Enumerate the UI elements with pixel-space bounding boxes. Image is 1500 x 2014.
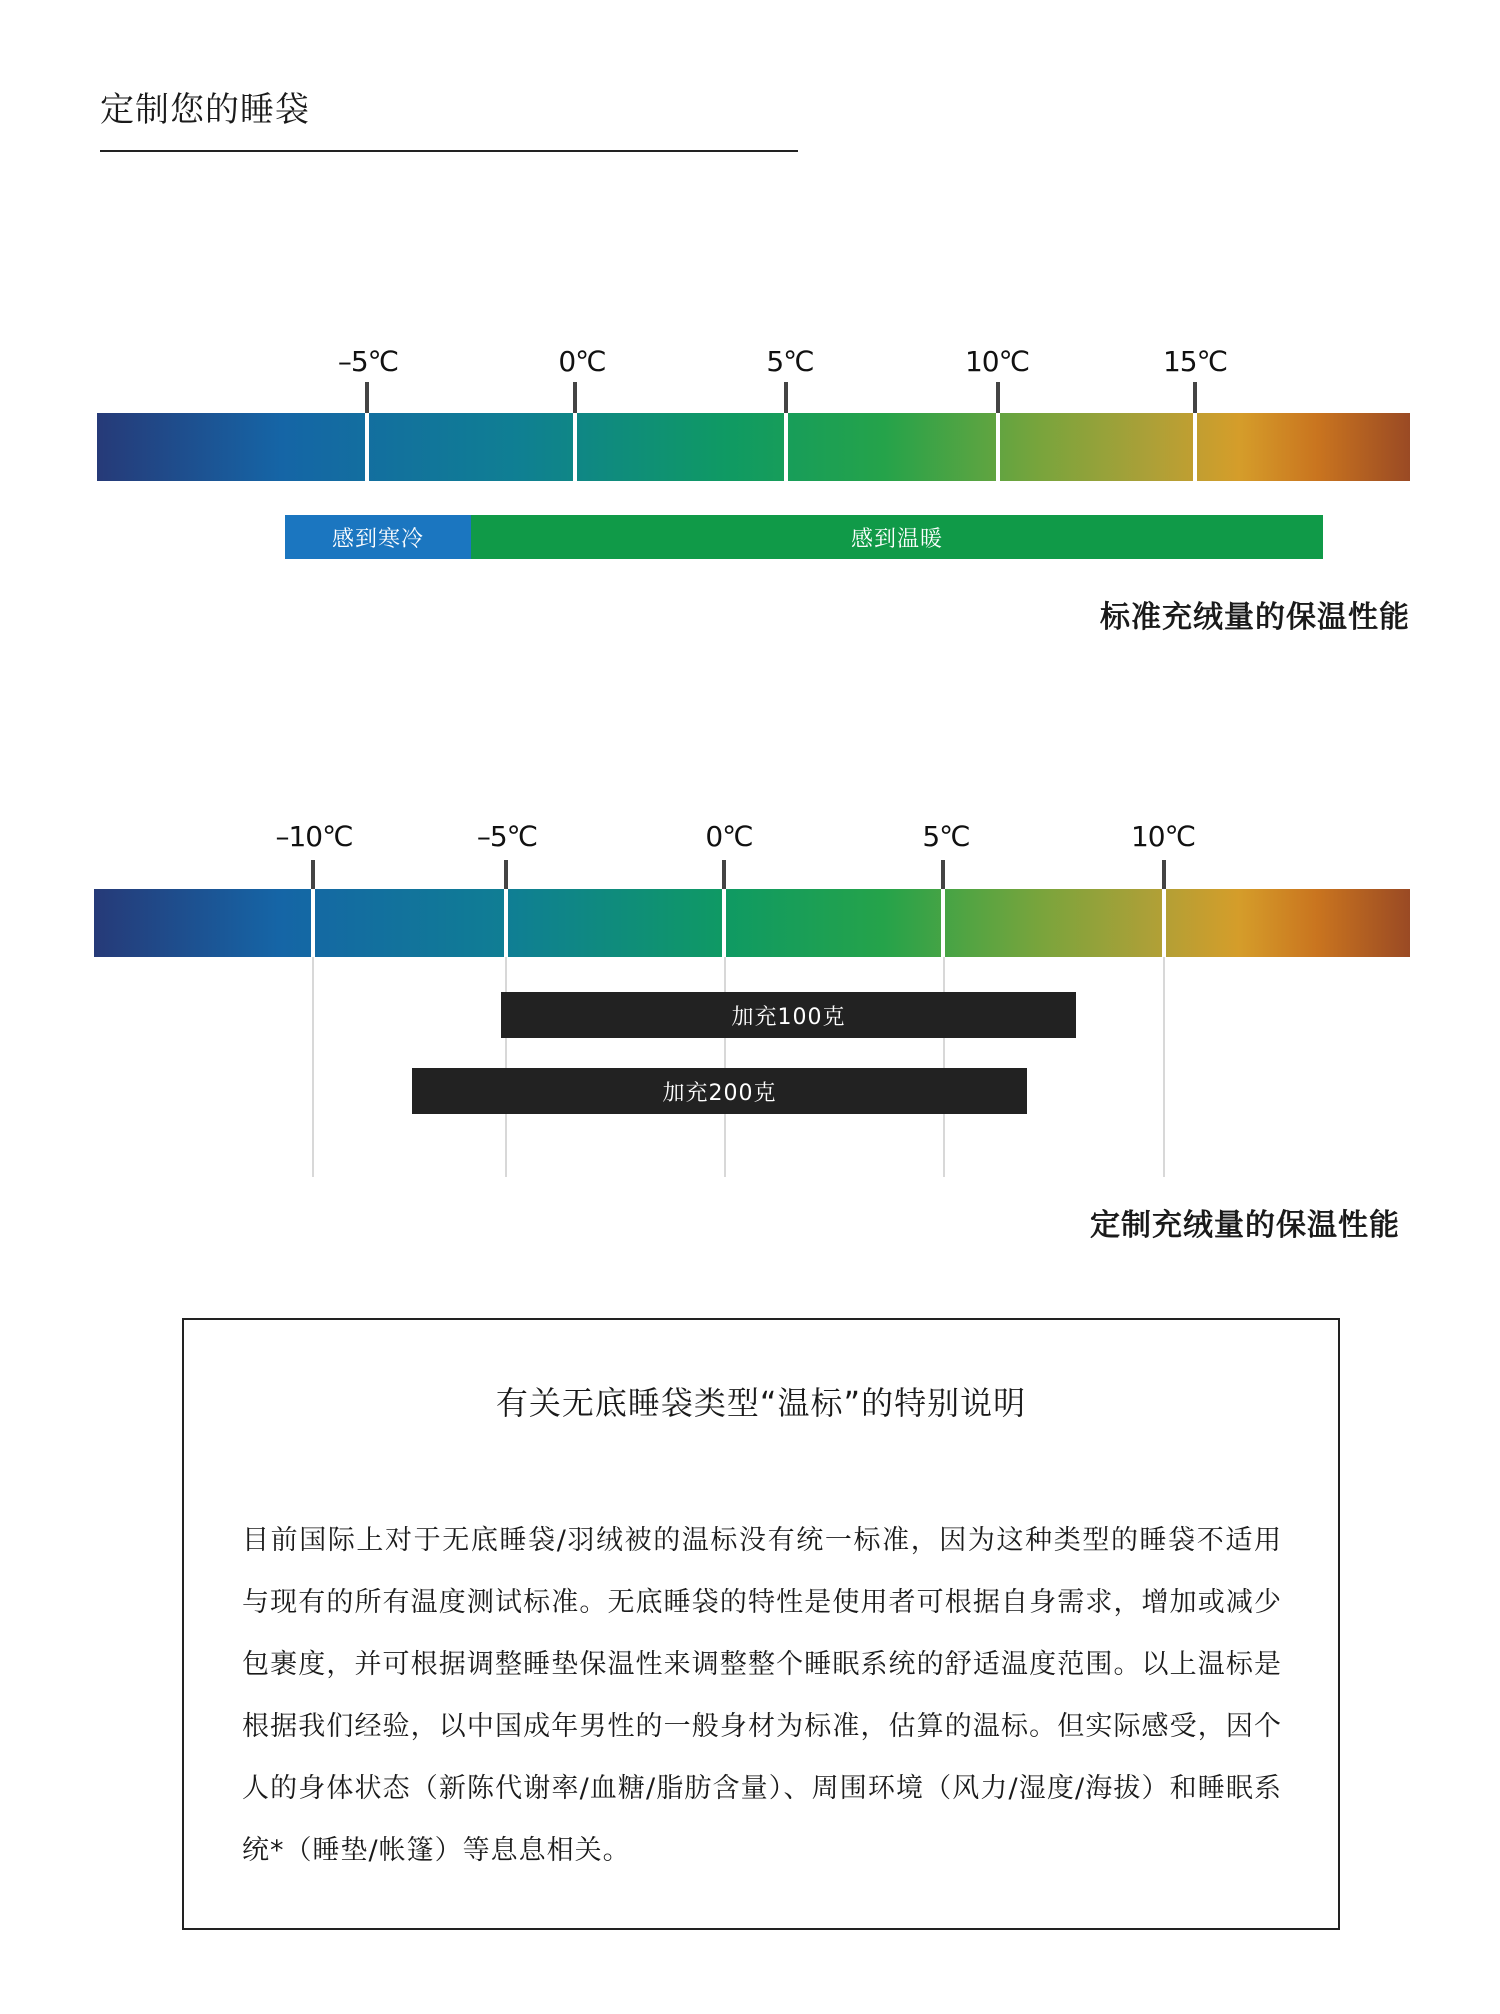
- tick-mark: [996, 382, 1000, 413]
- tick-mark: [573, 382, 577, 413]
- tick-label-10: 10℃: [964, 345, 1030, 378]
- tick-line: [784, 413, 788, 481]
- tick-label-minus5: –5℃: [476, 820, 538, 853]
- tick-line: [573, 413, 577, 481]
- tick-label-5: 5℃: [766, 345, 814, 378]
- title-divider: [100, 150, 798, 152]
- tick-line: [941, 889, 945, 957]
- tick-mark: [311, 860, 315, 889]
- tick-mark: [504, 860, 508, 889]
- tick-label-10: 10℃: [1130, 820, 1196, 853]
- guide-line: [943, 957, 945, 1177]
- guide-line: [505, 957, 507, 1177]
- guide-line: [312, 957, 314, 1177]
- temperature-note-box: [182, 1318, 1340, 1930]
- tick-line: [365, 413, 369, 481]
- tick-mark: [722, 860, 726, 889]
- tick-label-15: 15℃: [1162, 345, 1228, 378]
- note-body: 目前国际上对于无底睡袋/羽绒被的温标没有统一标准，因为这种类型的睡袋不适用与现有的所有温度测试标准。无底睡袋的特性是使用者可根据自身需求，增加或减少包裹度，并可根据调整睡垫保温性来调整整个睡眠系统的舒适温度范围。以上温标是根据我们经验，以中国成年男性的一般身材为标准，估算的温标。但实际感受，因个人的身体状态（新陈代谢率/血糖/脂肪含量）、周围环境（风力/湿度/海拔）和睡眠系统*（睡垫/帐篷）等息息相关。: [242, 1525, 1282, 1866]
- guide-line: [1163, 957, 1165, 1177]
- tick-line: [1162, 889, 1166, 957]
- fill-200g-range-bar: 加充200克: [412, 1068, 1027, 1114]
- tick-line: [996, 413, 1000, 481]
- tick-line: [722, 889, 726, 957]
- tick-label-minus10: –10℃: [275, 820, 353, 853]
- tick-line: [1193, 413, 1197, 481]
- tick-mark: [784, 382, 788, 413]
- tick-mark: [1193, 382, 1197, 413]
- tick-label-5: 5℃: [922, 820, 970, 853]
- tick-line: [311, 889, 315, 957]
- guide-line: [724, 957, 726, 1177]
- temperature-gradient-bar: [97, 413, 1410, 481]
- tick-label-0: 0℃: [558, 345, 606, 378]
- temperature-gradient-bar: [94, 889, 1410, 957]
- custom-caption: 定制充绒量的保温性能: [1090, 1208, 1400, 1243]
- page-title: 定制您的睡袋: [100, 90, 310, 130]
- tick-label-minus5: –5℃: [337, 345, 399, 378]
- tick-label-0: 0℃: [705, 820, 753, 853]
- fill-100g-range-bar: 加充100克: [501, 992, 1076, 1038]
- warm-range-bar: 感到温暖: [471, 515, 1323, 559]
- standard-caption: 标准充绒量的保温性能: [1100, 600, 1410, 635]
- tick-line: [504, 889, 508, 957]
- tick-mark: [941, 860, 945, 889]
- note-title: 有关无底睡袋类型“温标”的特别说明: [495, 1384, 1027, 1422]
- tick-mark: [1162, 860, 1166, 889]
- cold-range-bar: 感到寒冷: [285, 515, 471, 559]
- tick-mark: [365, 382, 369, 413]
